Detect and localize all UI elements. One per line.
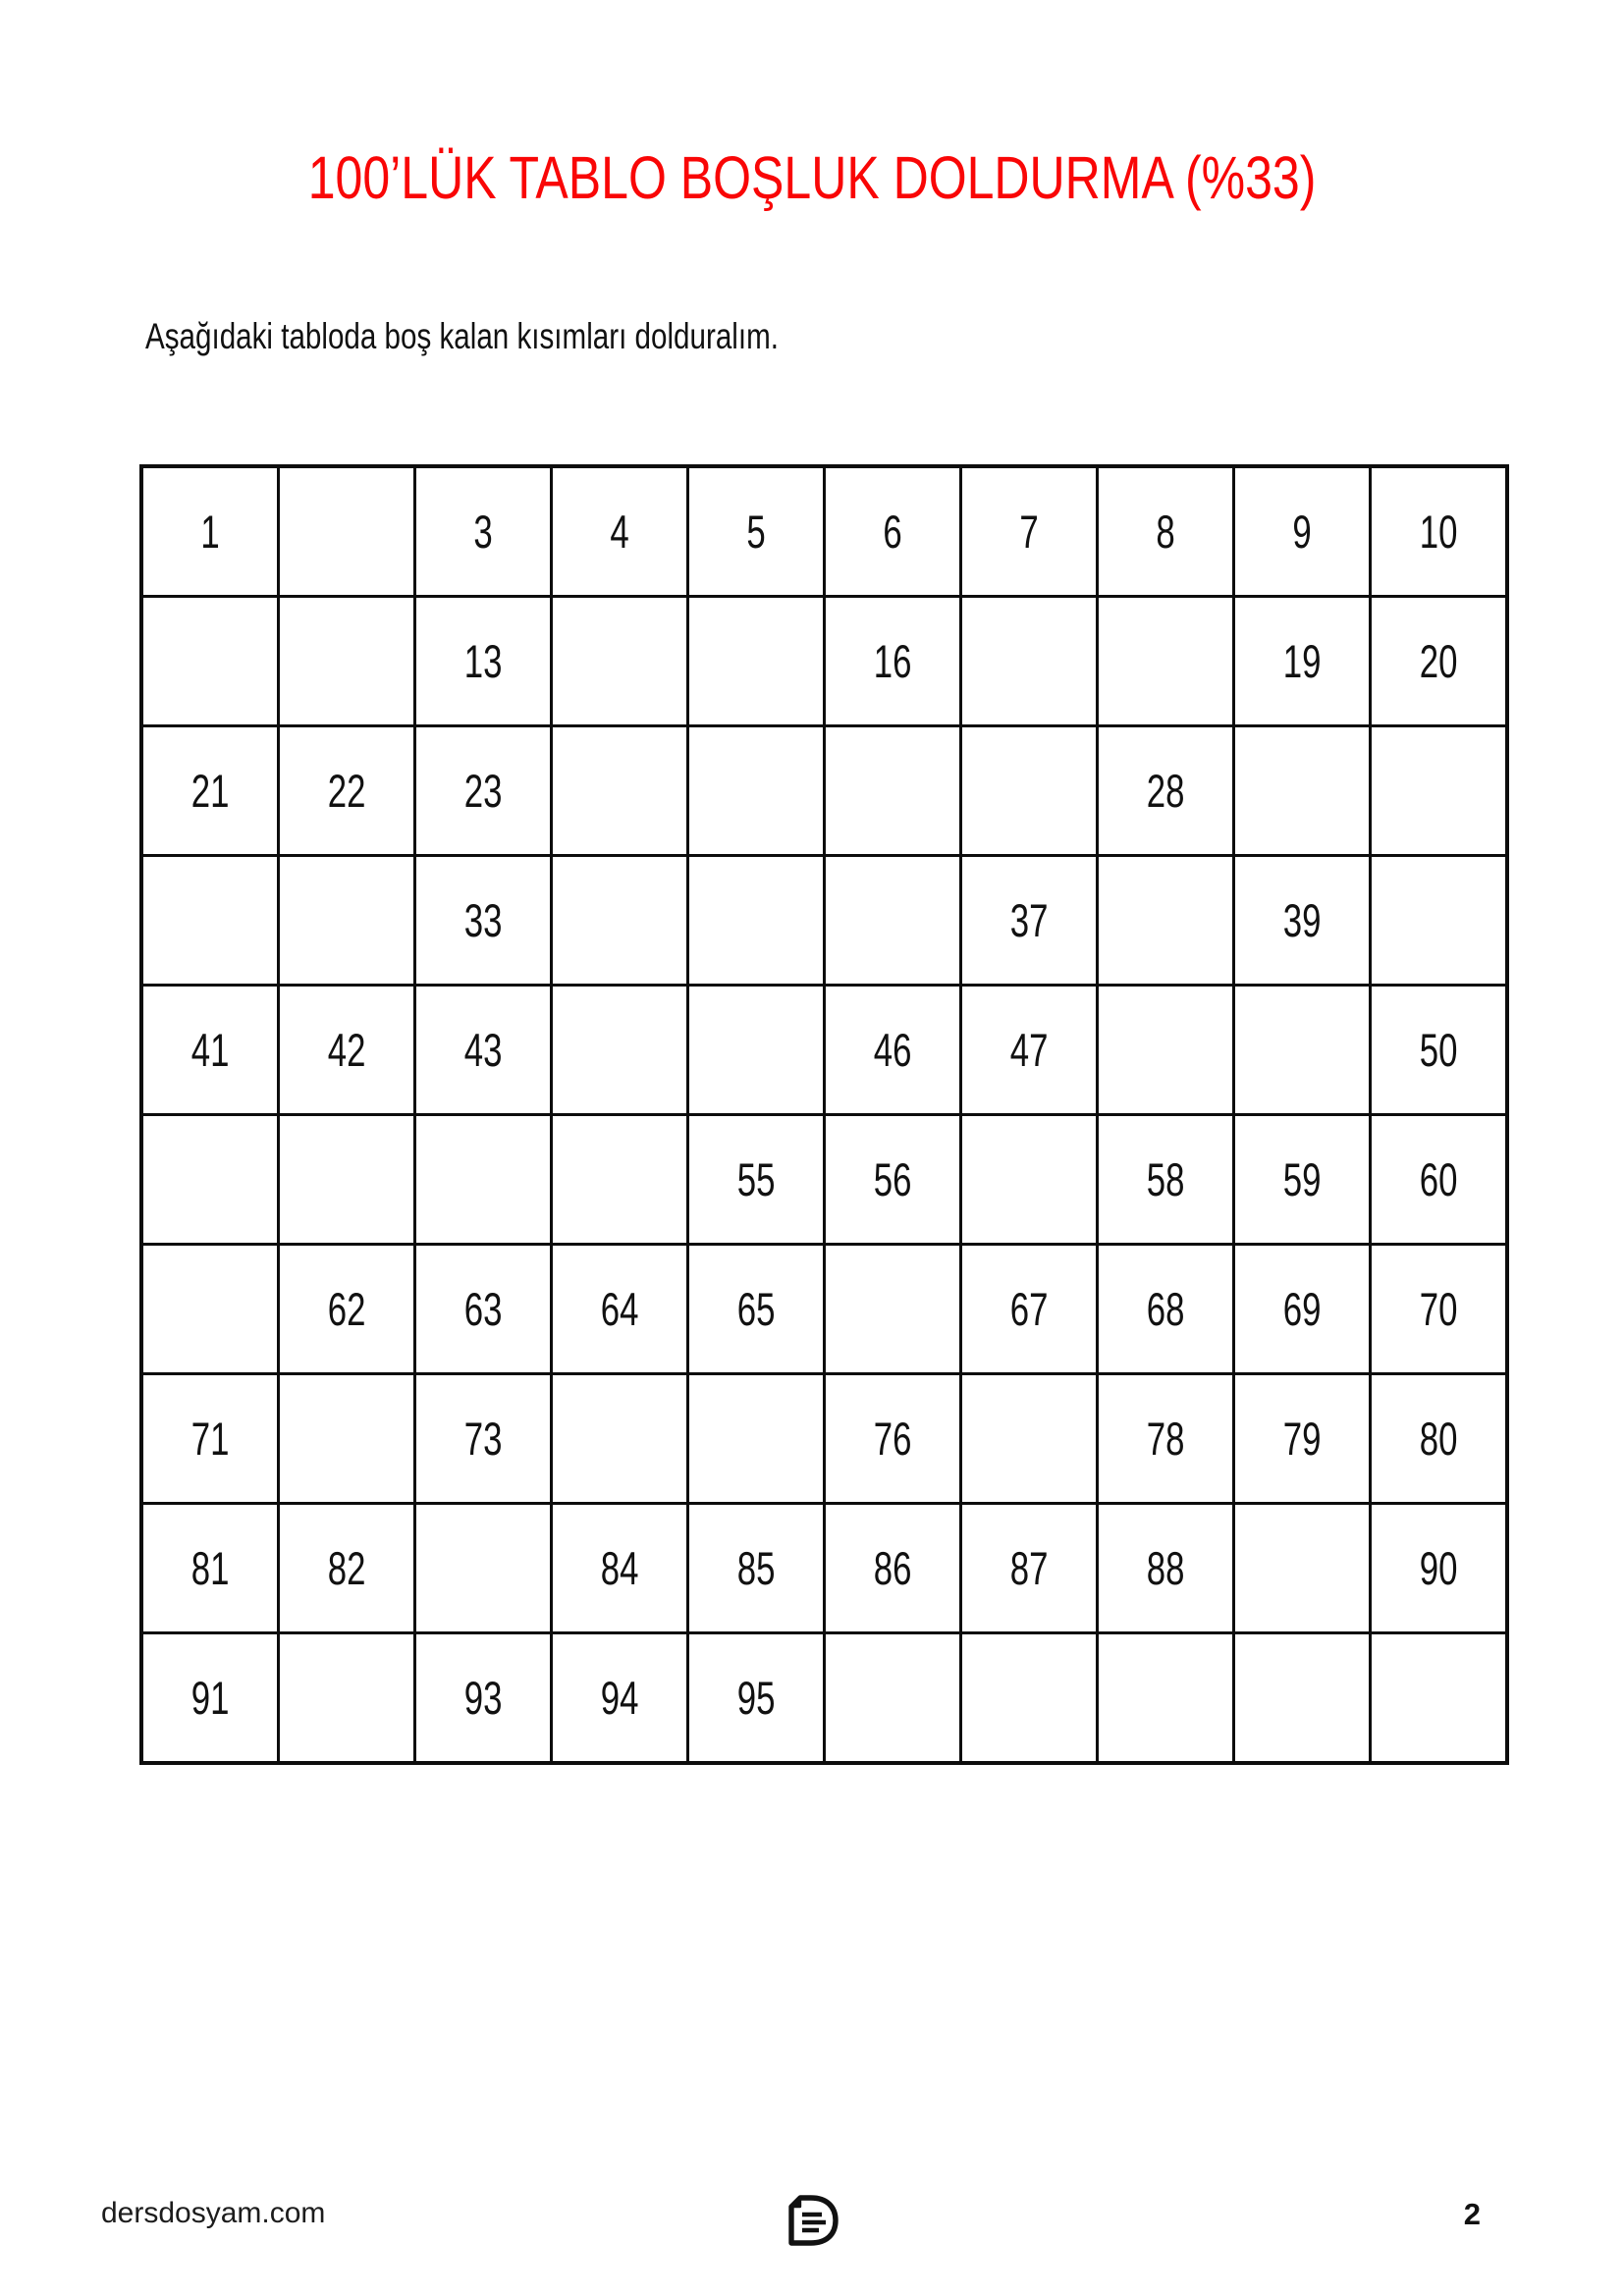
cell-number: 78 [1146,1413,1185,1465]
grid-cell-filled [1371,1245,1508,1374]
grid-cell-blank [1234,726,1371,856]
grid-cell-blank [279,1633,415,1764]
page-title [0,143,1624,212]
grid-cell-blank [279,466,415,597]
cell-number: 79 [1282,1413,1322,1465]
grid-cell-filled [1098,1374,1234,1504]
grid-cell-blank [1371,726,1508,856]
grid-row [141,466,1507,597]
grid-cell-filled [961,466,1098,597]
grid-cell-filled [415,597,552,726]
grid-cell-filled [1371,1115,1508,1245]
cell-number: 86 [873,1542,912,1594]
cell-number: 80 [1419,1413,1458,1465]
cell-number: 91 [190,1672,230,1724]
cell-number: 46 [873,1024,912,1076]
grid-cell-filled [825,1374,961,1504]
grid-cell-blank [1234,1633,1371,1764]
cell-number: 71 [190,1413,230,1465]
grid-cell-filled [279,726,415,856]
grid-cell-filled [1098,1504,1234,1633]
grid-cell-filled [415,1245,552,1374]
cell-number: 85 [736,1542,776,1594]
cell-number: 68 [1146,1283,1185,1335]
grid-cell-blank [1098,597,1234,726]
grid-cell-blank [688,726,825,856]
grid-cell-blank [961,597,1098,726]
cell-number: 95 [736,1672,776,1724]
cell-number: 76 [873,1413,912,1465]
grid-row [141,1374,1507,1504]
grid-cell-filled [552,466,688,597]
grid-cell-blank [1098,1633,1234,1764]
grid-cell-filled [1098,1245,1234,1374]
grid-cell-filled [1371,1504,1508,1633]
grid-row [141,1633,1507,1764]
grid-cell-blank [825,726,961,856]
cell-number: 4 [610,506,629,558]
grid-cell-blank [279,597,415,726]
hundred-chart-table [139,464,1509,1765]
grid-cell-blank [961,1115,1098,1245]
grid-cell-blank [961,1374,1098,1504]
cell-number: 87 [1009,1542,1049,1594]
cell-number: 94 [600,1672,639,1724]
cell-number: 8 [1156,506,1175,558]
grid-cell-filled [825,986,961,1115]
grid-cell-blank [141,1245,279,1374]
grid-cell-filled [1098,466,1234,597]
grid-cell-filled [961,1504,1098,1633]
grid-cell-filled [1371,466,1508,597]
cell-number: 28 [1146,765,1185,817]
cell-number: 84 [600,1542,639,1594]
cell-number: 56 [873,1153,912,1205]
grid-cell-filled [141,1374,279,1504]
grid-cell-blank [141,597,279,726]
grid-cell-blank [415,1504,552,1633]
grid-cell-blank [825,856,961,986]
cell-number: 69 [1282,1283,1322,1335]
footer-website-text: dersdosyam.com [101,2197,326,2229]
grid-cell-blank [415,1115,552,1245]
instruction-text-inner: Aşağıdaki tabloda boş kalan kısımları dolduralım. [145,316,779,356]
cell-number: 16 [873,635,912,687]
grid-cell-filled [1098,726,1234,856]
grid-cell-blank [552,986,688,1115]
cell-number: 59 [1282,1153,1322,1205]
cell-number: 47 [1009,1024,1049,1076]
cell-number: 13 [463,635,503,687]
grid-cell-filled [415,856,552,986]
cell-number: 43 [463,1024,503,1076]
grid-cell-blank [961,1633,1098,1764]
grid-cell-filled [688,1245,825,1374]
cell-number: 81 [190,1542,230,1594]
grid-cell-filled [961,856,1098,986]
grid-cell-blank [279,1115,415,1245]
grid-cell-blank [552,597,688,726]
grid-cell-blank [825,1633,961,1764]
cell-number: 37 [1009,894,1049,946]
grid-cell-blank [825,1245,961,1374]
grid-cell-blank [552,1374,688,1504]
grid-cell-filled [1371,986,1508,1115]
cell-number: 39 [1282,894,1322,946]
grid-cell-blank [279,1374,415,1504]
grid-cell-filled [552,1245,688,1374]
grid-cell-filled [688,1115,825,1245]
grid-cell-filled [552,1504,688,1633]
cell-number: 10 [1419,506,1458,558]
grid-cell-filled [1234,1115,1371,1245]
cell-number: 62 [327,1283,366,1335]
grid-cell-filled [415,986,552,1115]
grid-cell-filled [141,726,279,856]
grid-cell-blank [961,726,1098,856]
grid-row [141,1504,1507,1633]
cell-number: 58 [1146,1153,1185,1205]
cell-number: 88 [1146,1542,1185,1594]
cell-number: 1 [200,506,220,558]
cell-number: 7 [1019,506,1039,558]
grid-row [141,856,1507,986]
grid-cell-filled [141,1504,279,1633]
cell-number: 90 [1419,1542,1458,1594]
cell-number: 19 [1282,635,1322,687]
grid-cell-blank [552,856,688,986]
grid-cell-blank [1371,1633,1508,1764]
cell-number: 23 [463,765,503,817]
cell-number: 60 [1419,1153,1458,1205]
grid-row [141,726,1507,856]
grid-cell-filled [825,1504,961,1633]
grid-cell-filled [688,466,825,597]
grid-cell-blank [688,597,825,726]
cell-number: 6 [883,506,902,558]
grid-cell-filled [279,1504,415,1633]
cell-number: 93 [463,1672,503,1724]
cell-number: 70 [1419,1283,1458,1335]
grid-cell-blank [688,1374,825,1504]
cell-number: 64 [600,1283,639,1335]
grid-cell-filled [688,1633,825,1764]
grid-cell-blank [1234,986,1371,1115]
cell-number: 41 [190,1024,230,1076]
grid-cell-filled [1234,1245,1371,1374]
grid-cell-filled [825,597,961,726]
grid-cell-filled [415,1374,552,1504]
grid-cell-filled [141,1633,279,1764]
grid-row [141,1115,1507,1245]
cell-number: 55 [736,1153,776,1205]
page-number: 2 [1463,2197,1481,2231]
grid-cell-blank [1234,1504,1371,1633]
cell-number: 50 [1419,1024,1458,1076]
grid-cell-blank [688,986,825,1115]
grid-cell-blank [1098,856,1234,986]
cell-number: 33 [463,894,503,946]
grid-row [141,597,1507,726]
grid-cell-filled [1234,1374,1371,1504]
grid-cell-filled [825,1115,961,1245]
grid-cell-blank [552,1115,688,1245]
cell-number: 73 [463,1413,503,1465]
grid-row [141,986,1507,1115]
hundred-chart-body [141,466,1507,1763]
document-logo-icon [785,2193,839,2250]
cell-number: 20 [1419,635,1458,687]
grid-cell-filled [279,1245,415,1374]
cell-number: 65 [736,1283,776,1335]
cell-number: 5 [746,506,766,558]
grid-cell-filled [961,986,1098,1115]
grid-cell-blank [141,856,279,986]
grid-cell-blank [1371,856,1508,986]
cell-number: 21 [190,765,230,817]
grid-cell-filled [1371,597,1508,726]
cell-number: 82 [327,1542,366,1594]
cell-number: 42 [327,1024,366,1076]
cell-number: 9 [1292,506,1312,558]
page-title-text: 100’LÜK TABLO BOŞLUK DOLDURMA (%33) [307,144,1317,211]
grid-cell-filled [1098,1115,1234,1245]
grid-cell-filled [1234,597,1371,726]
grid-cell-filled [1234,466,1371,597]
grid-cell-filled [552,1633,688,1764]
grid-cell-filled [1234,856,1371,986]
grid-cell-blank [1098,986,1234,1115]
grid-cell-filled [825,466,961,597]
grid-cell-filled [688,1504,825,1633]
grid-cell-filled [141,986,279,1115]
grid-cell-blank [688,856,825,986]
grid-row [141,1245,1507,1374]
grid-cell-filled [415,726,552,856]
grid-cell-filled [415,1633,552,1764]
cell-number: 22 [327,765,366,817]
cell-number: 63 [463,1283,503,1335]
grid-cell-blank [279,856,415,986]
grid-cell-filled [141,466,279,597]
grid-cell-filled [415,466,552,597]
grid-cell-blank [552,726,688,856]
instruction-text [145,316,937,357]
cell-number: 67 [1009,1283,1049,1335]
grid-cell-filled [1371,1374,1508,1504]
cell-number: 3 [473,506,493,558]
grid-cell-filled [961,1245,1098,1374]
grid-cell-blank [141,1115,279,1245]
grid-cell-filled [279,986,415,1115]
